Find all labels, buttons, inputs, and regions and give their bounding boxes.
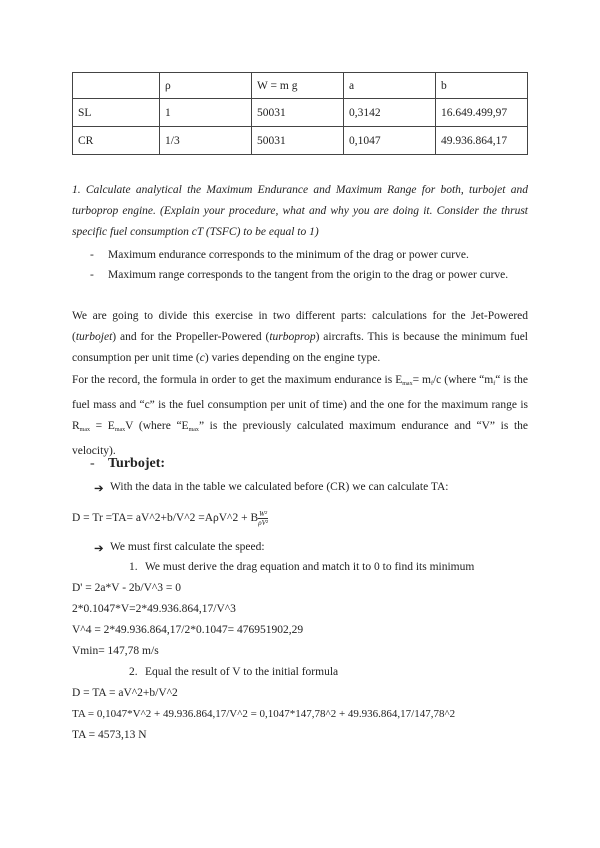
arrow-icon: ➔ [94, 543, 104, 555]
table-cell: W = m g [252, 73, 344, 99]
text-run: /c (where “m [432, 374, 494, 386]
table-cell: 50031 [252, 127, 344, 155]
subscript: max [402, 381, 413, 387]
text-run: = E [90, 420, 115, 432]
step-number: 1. [129, 561, 138, 573]
table-cell: b [436, 73, 528, 99]
table-cell: 49.936.864,17 [436, 127, 528, 155]
text-run: ) varies depending on the engine type. [204, 352, 381, 364]
step-number: 2. [129, 666, 138, 678]
parameter-table [72, 72, 528, 155]
text-run: ” is the previously calculated maximum endurance and “V” is the velocity). [72, 420, 529, 457]
table-cell: ρ [160, 73, 252, 99]
equation-line: TA = 0,1047*V^2 + 49.936.864,17/V^2 = 0,1047*147,78^2 + 49.936.864,17/147,78^2 [72, 708, 456, 720]
step-text: We must derive the drag equation and match it to 0 to find its minimum [145, 561, 475, 573]
table-cell: 16.649.499,97 [436, 99, 528, 127]
equation-text: D = Tr =TA= aV^2+b/V^2 =AρV^2 + B [72, 512, 259, 525]
table-cell [73, 73, 160, 99]
formula-paragraph [72, 370, 528, 462]
text-run: “ is the fuel mass and “c” is the fuel consumption per unit of time) and the one for the maximum range is R [72, 374, 528, 432]
equation-line: 2*0.1047*V=2*49.936.864,17/V^3 [72, 603, 236, 615]
equation-line: Vmin= 147,78 m/s [72, 645, 159, 657]
text-run: = m [412, 374, 431, 386]
bullet-text: Maximum endurance corresponds to the minimum of the drag or power curve. [108, 249, 469, 261]
equation-line: TA = 4573,13 N [72, 729, 147, 741]
bullet-dash: - [90, 249, 94, 261]
table-row [73, 99, 528, 127]
table-cell: 0,3142 [344, 99, 436, 127]
subscript: f [493, 381, 496, 387]
fraction-denominator: ρV² [258, 519, 268, 527]
intro-paragraph [72, 306, 528, 369]
fraction-numerator: W² [259, 510, 268, 518]
arrow-text: We must first calculate the speed: [110, 541, 265, 553]
text-run: turboprop [269, 331, 316, 343]
equation-line: D' = 2a*V - 2b/V^3 = 0 [72, 582, 182, 594]
table-cell: SL [73, 99, 160, 127]
text-run: We are going to divide this exercise in two different parts: calculations for the Jet-Powered ( [72, 310, 528, 343]
equation-line: V^4 = 2*49.936.864,17/2*0.1047= 476951902,29 [72, 624, 304, 636]
table-cell: 50031 [252, 99, 344, 127]
section-dash: - [90, 456, 95, 471]
text-run: c [199, 352, 205, 364]
question-text: 1. Calculate analytical the Maximum Endurance and Maximum Range for both, turbojet and turboprop engine. (Explain your procedure, what and why you are doing it. Consider the thrust specific fuel consumption cT (TSFC) to be equal to 1) [72, 184, 528, 238]
table-cell: CR [73, 127, 160, 155]
subscript: max [188, 427, 199, 433]
equation-line: D = TA = aV^2+b/V^2 [72, 687, 178, 699]
arrow-icon: ➔ [94, 483, 104, 495]
fraction [258, 510, 268, 527]
table-header-row [73, 73, 528, 99]
subscript: max [79, 427, 91, 433]
text-run: ) aircrafts. This is because the minimum fuel consumption per unit time ( [72, 331, 529, 364]
subscript: f [430, 381, 433, 387]
table-cell: a [344, 73, 436, 99]
bullet-text: Maximum range corresponds to the tangent from the origin to the drag or power curve. [108, 269, 509, 281]
drag-equation [72, 510, 268, 527]
table-row [73, 127, 528, 155]
table-cell: 1/3 [160, 127, 252, 155]
step-text: Equal the result of V to the initial formula [145, 666, 339, 678]
table-cell: 0,1047 [344, 127, 436, 155]
subscript: max [114, 427, 126, 433]
text-run: turbojet [75, 331, 113, 343]
bullet-dash: - [90, 269, 94, 281]
text-run: V (where “E [125, 420, 189, 432]
text-run: ) and for the Propeller-Powered ( [112, 331, 270, 343]
arrow-text: With the data in the table we calculated before (CR) we can calculate TA: [110, 481, 449, 493]
text-run: For the record, the formula in order to get the maximum endurance is E [72, 374, 403, 386]
section-heading: Turbojet: [108, 456, 166, 471]
table-cell: 1 [160, 99, 252, 127]
